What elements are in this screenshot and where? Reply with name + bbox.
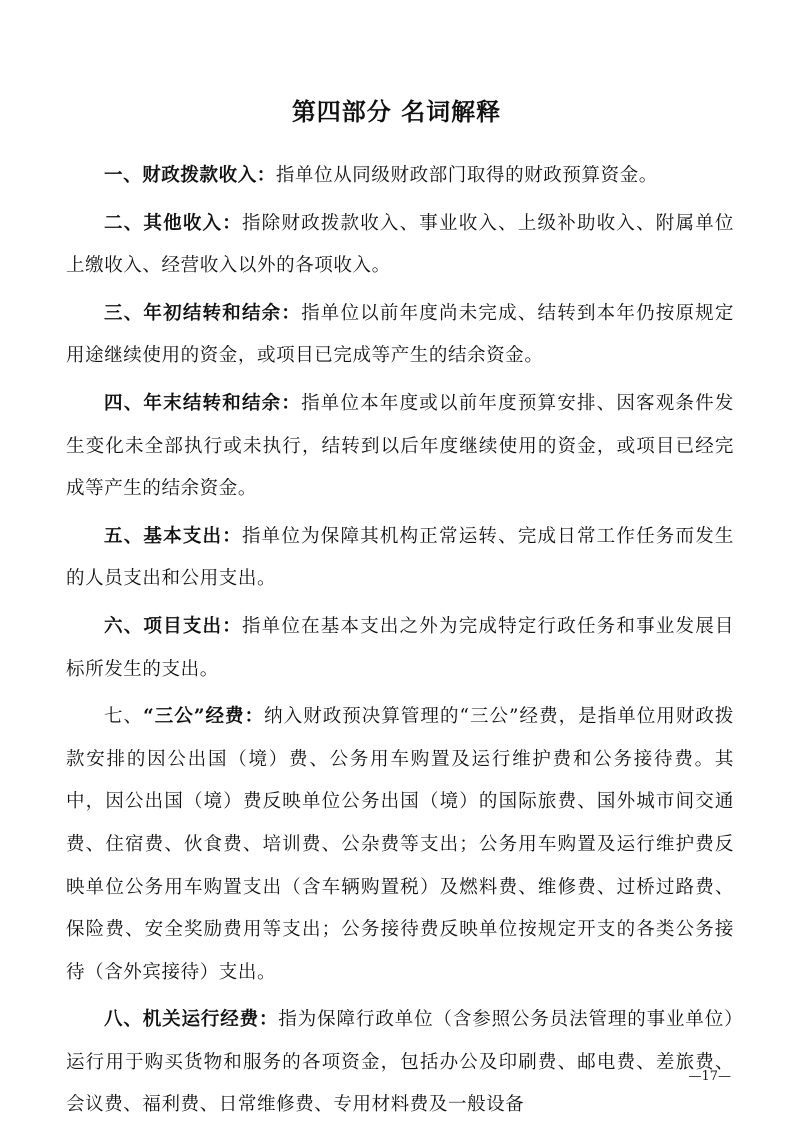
entry-definition: 指单位在基本支出之外为完成特定行政任务和事业发展目标所发生的支出。 (66, 615, 734, 680)
glossary-entry (66, 203, 734, 288)
entry-definition: 纳入财政预决算管理的“三公”经费，是指单位用财政拨款安排的因公出国（境）费、公务用车购置及运行维护费和公务接待费。其中，因公出国（境）费反映单位公务出国（境）的国际旅费、国外城市间交通费、住宿费、伙食费、培训费、公杂费等支出；公务用车购置及运行维护费反映单位公务用车购置支出（含车辆购置税）及燃料费、维修费、过桥过路费、保险费、安全奖励费用等支出；公务接待费反映单位按规定开支的各类公务接待（含外宾接待）支出。 (66, 706, 735, 983)
entry-definition: 指除财政拨款收入、事业收入、上级补助收入、附属单位上缴收入、经营收入以外的各项收入。 (66, 212, 734, 277)
glossary-entry (66, 606, 734, 691)
page-number: —17— (688, 1069, 731, 1084)
glossary-content (66, 155, 734, 1132)
glossary-entry (66, 516, 734, 601)
entry-number: 七、 (104, 706, 144, 728)
entry-term: 一、财政拨款收入： (104, 165, 276, 186)
glossary-entry (66, 383, 734, 511)
entry-term: 二、其他收入： (104, 212, 242, 234)
glossary-entry (66, 155, 734, 198)
entry-definition: 指单位本年度或以前年度预算安排、因客观条件发生变化未全部执行或未执行，结转到以后年度继续使用的资金，或项目已经完成等产生的结余资金。 (66, 392, 734, 500)
glossary-entry (66, 293, 734, 378)
glossary-entry (66, 696, 734, 994)
entry-term: 五、基本支出： (104, 525, 242, 547)
entry-definition: 指单位为保障其机构正常运转、完成日常工作任务而发生的人员支出和公用支出。 (66, 525, 734, 590)
entry-term: 六、项目支出： (104, 615, 242, 637)
entry-term: 四、年末结转和结余： (104, 392, 302, 414)
entry-definition: 指单位从同级财政部门取得的财政预算资金。 (275, 165, 658, 186)
entry-term: 八、机关运行经费： (104, 1009, 279, 1031)
entry-term: “三公”经费： (143, 706, 265, 728)
entry-term: 三、年初结转和结余： (104, 302, 302, 324)
page-title: 第四部分 名词解释 (291, 97, 502, 126)
entry-definition: 指为保障行政单位（含参照公务员法管理的事业单位）运行用于购买货物和服务的各项资金，包括办公及印刷费、邮电费、差旅费、会议费、福利费、日常维修费、专用材料费及一般设备 (66, 1009, 734, 1116)
glossary-entry (66, 999, 734, 1127)
entry-definition: 指单位以前年度尚未完成、结转到本年仍按原规定用途继续使用的资金，或项目已完成等产生的结余资金。 (66, 302, 734, 367)
